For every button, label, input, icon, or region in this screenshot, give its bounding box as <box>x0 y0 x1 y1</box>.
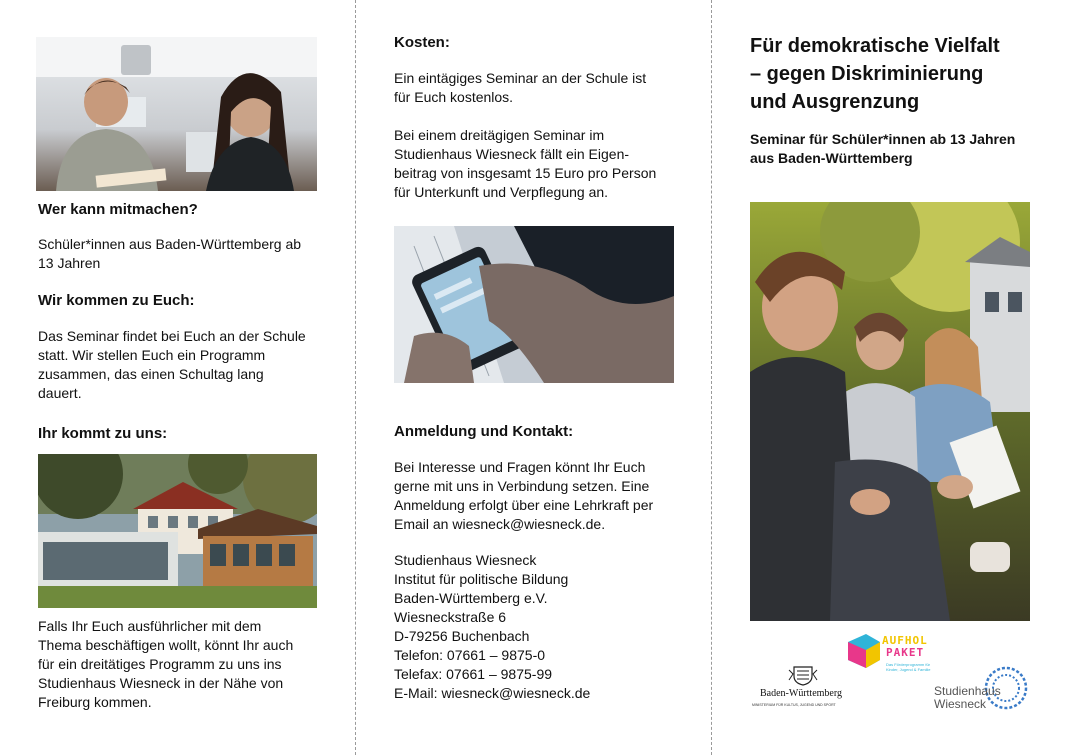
house-photo <box>38 454 317 608</box>
panel-middle <box>356 0 711 755</box>
address-name: Studienhaus Wiesneck <box>394 552 537 568</box>
smartphone-photo <box>394 226 674 383</box>
students-reading-photo <box>750 202 1030 621</box>
address-phone: Telefon: 07661 – 9875-0 <box>394 647 546 663</box>
flyer-title: Für demokratische Vielfalt – gegen Diskriminierung und Ausgrenzung <box>750 35 1000 113</box>
aufholpaket-word-2: PAKET <box>886 646 925 659</box>
panel-right <box>712 0 1068 755</box>
heading-who-can-join: Wer kann mitmachen? <box>38 201 198 218</box>
panel-left <box>0 0 355 755</box>
address-region: Baden-Württemberg e.V. <box>394 590 548 606</box>
address-city: D-79256 Buchenbach <box>394 628 530 644</box>
text-costs-one-day: Ein eintägiges Seminar an der Schule ist für Euch kostenlos. <box>394 70 647 105</box>
aufholpaket-word-1: AUFHOL <box>882 634 928 647</box>
flyer-subtitle: Seminar für Schüler*innen ab 13 Jahren aus Baden-Württemberg <box>750 131 1016 166</box>
bw-state-name: Baden-Württemberg <box>760 688 843 699</box>
studienhaus-wiesneck-logo <box>934 664 1032 712</box>
address-fax: Telefax: 07661 – 9875-99 <box>394 666 553 682</box>
classroom-photo <box>36 37 317 191</box>
address-street: Wiesneckstraße 6 <box>394 609 507 625</box>
state-coat-of-arms-icon <box>788 664 818 686</box>
wiesneck-word-1: Studienhaus <box>934 684 1001 698</box>
wiesneck-word-2: Wiesneck <box>934 697 987 711</box>
text-costs-three-day: Bei einem dreitägigen Seminar im Studienhaus Wiesneck fällt ein Eigen- beitrag von insgesamt 15 Euro pro Person für Unterkunft und Verpflegung an. <box>394 127 657 200</box>
address-email: E-Mail: wiesneck@wiesneck.de <box>394 685 591 701</box>
bw-ministry-name: MINISTERIUM FÜR KULTUS, JUGEND UND SPORT <box>752 703 836 707</box>
heading-registration-contact: Anmeldung und Kontakt: <box>394 423 574 440</box>
text-we-come-to-you: Das Seminar findet bei Euch an der Schule statt. Wir stellen Euch ein Programm zusammen, das einen Schultag lang dauert. <box>38 328 306 401</box>
heading-costs: Kosten: <box>394 34 450 51</box>
baden-wuerttemberg-logo <box>750 662 860 712</box>
text-registration-contact: Bei Interesse und Fragen könnt Ihr Euch gerne mit uns in Verbindung setzen. Eine Anmeldung erfolgt über eine Lehrkraft per Email an wiesneck@wiesneck.de. <box>394 459 654 532</box>
text-who-can-join: Schüler*innen aus Baden-Württemberg ab 13 Jahren <box>38 236 302 271</box>
text-you-come-to-us: Falls Ihr Euch ausführlicher mit dem Thema beschäftigen wollt, könnt Ihr auch für ein dreitätiges Programm zu uns ins Studienhaus Wiesneck in der Nähe von Freiburg kommen. <box>38 618 294 710</box>
heading-we-come-to-you: Wir kommen zu Euch: <box>38 292 195 309</box>
heading-you-come-to-us: Ihr kommt zu uns: <box>38 425 168 442</box>
aufholpaket-tagline: Das Förderprogramm für Kinder, Jugend & Familie <box>886 662 931 672</box>
address-institute: Institut für politische Bildung <box>394 571 569 587</box>
